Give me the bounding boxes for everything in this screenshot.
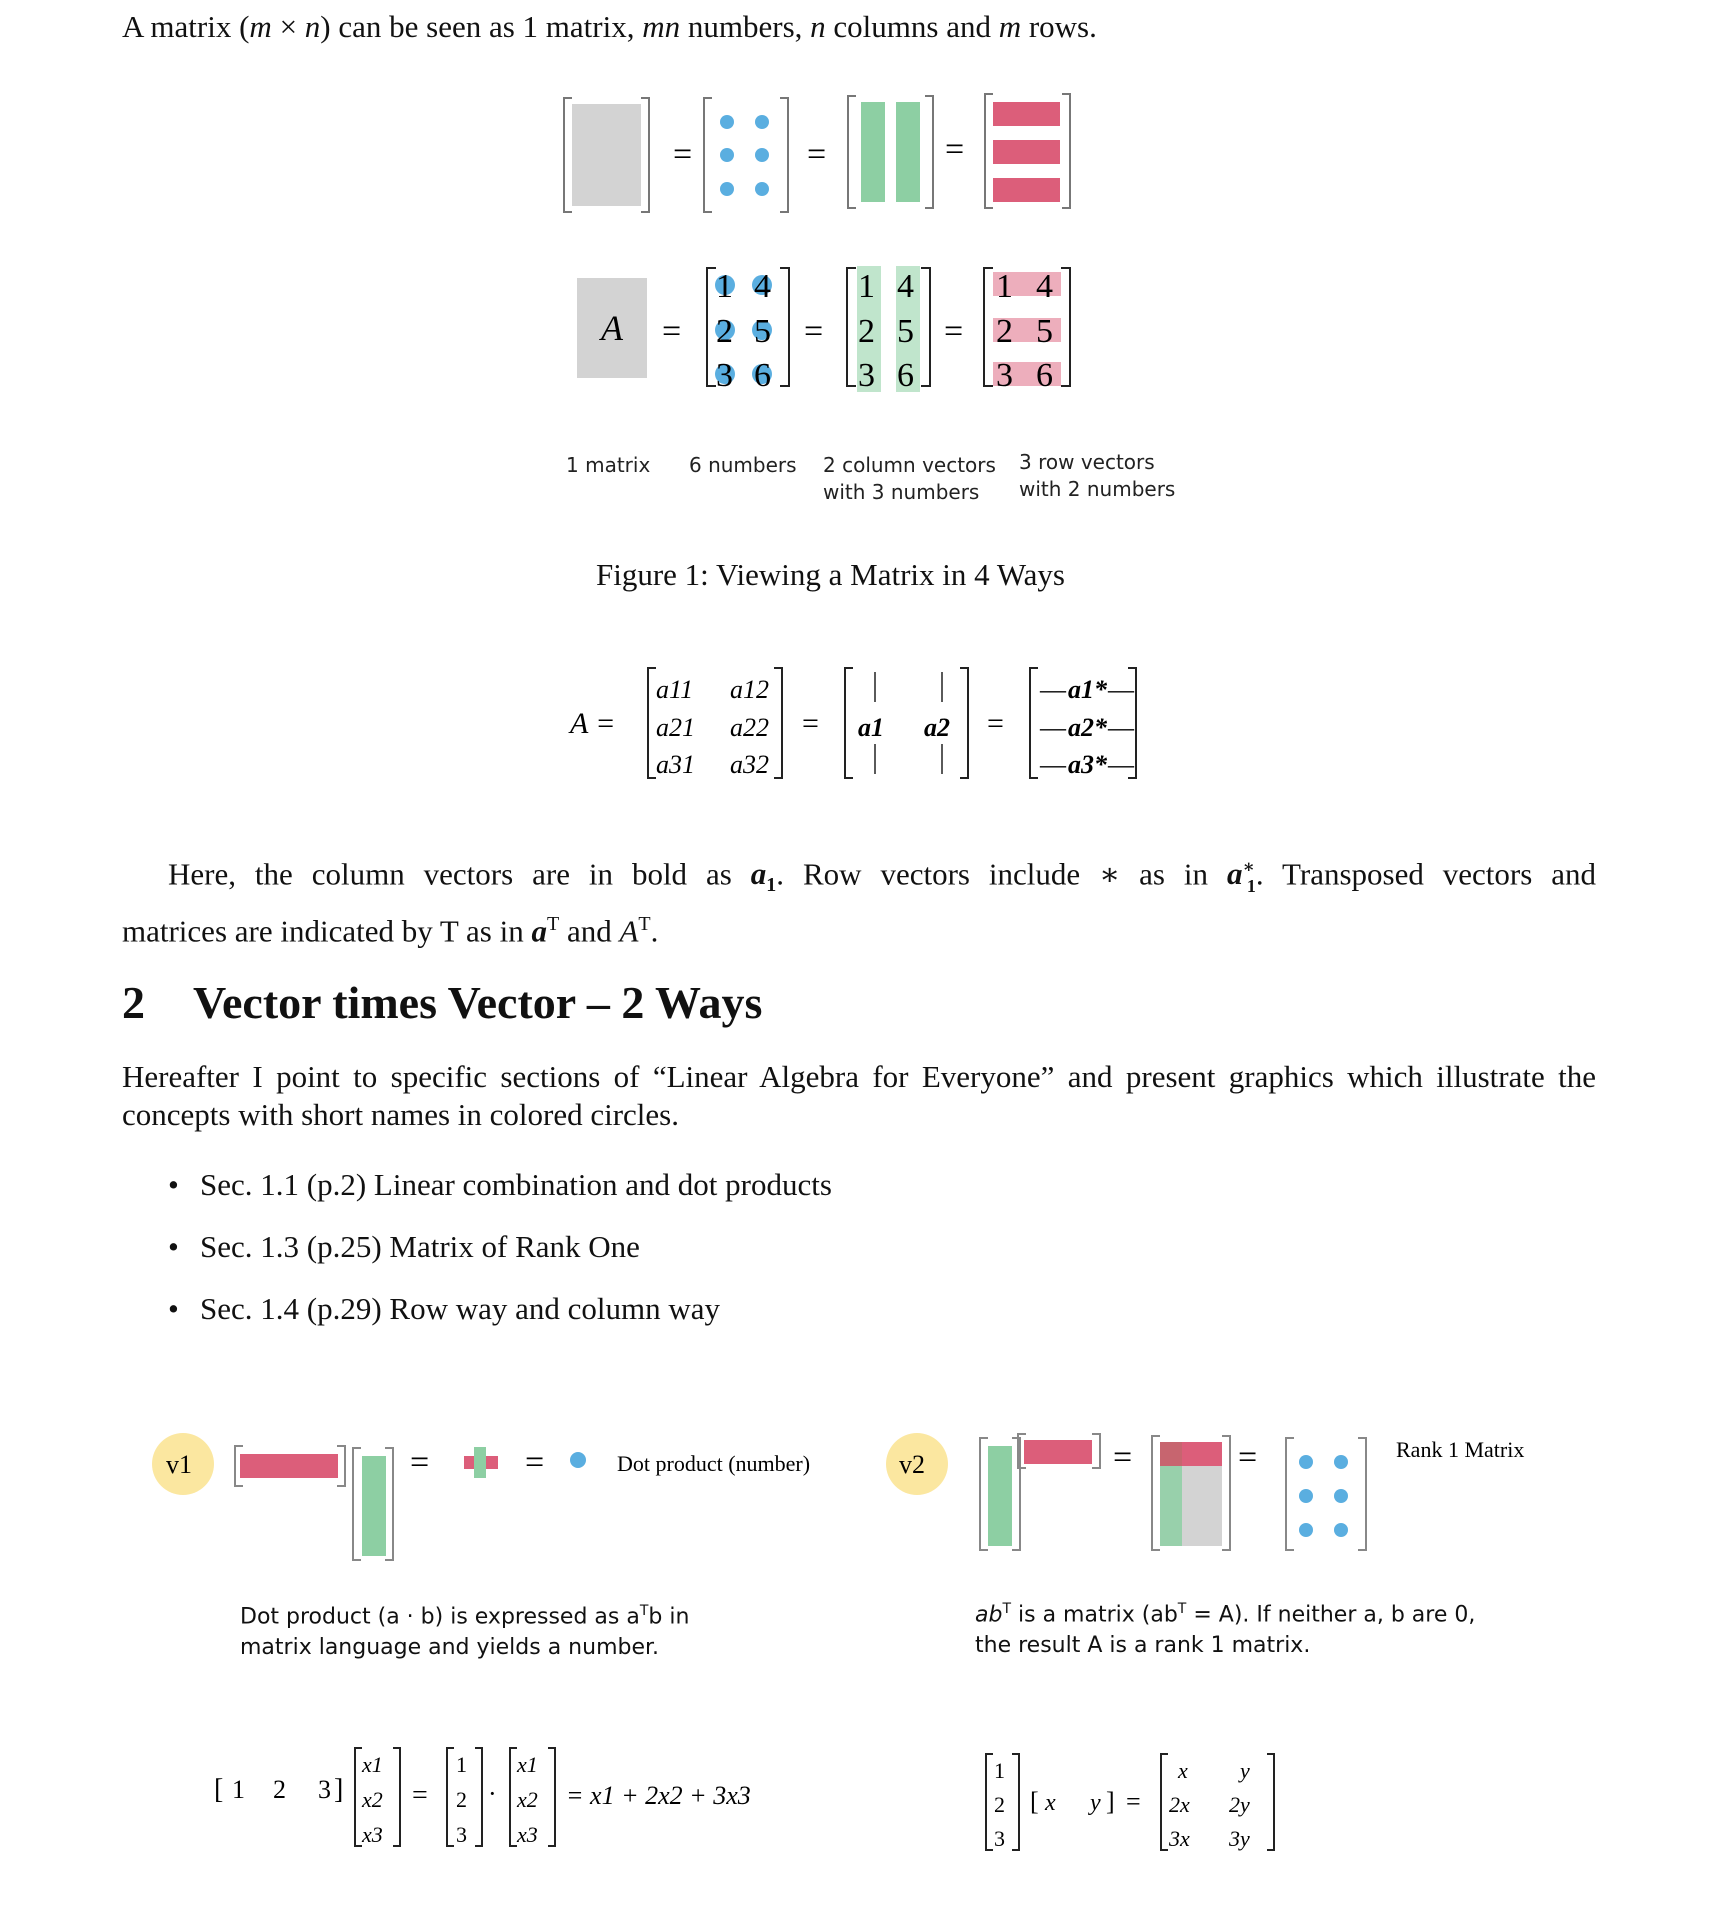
list-item: • Sec. 1.3 (p.25) Matrix of Rank One [168,1228,832,1290]
v2-rank-one-dots [1286,1438,1366,1550]
svg-text:—: — [1040,750,1066,779]
svg-text:a1*: a1* [1068,675,1107,704]
svg-text:x: x [1045,1790,1056,1816]
matrix-equation [0,640,1717,800]
svg-text:x1: x1 [362,1752,383,1777]
svg-text:1: 1 [858,268,875,305]
caption-column-vectors: 2 column vectors with 3 numbers [823,453,996,504]
svg-text:2: 2 [858,313,875,350]
v1-row-vector [235,1446,345,1486]
svg-text:x: x [1178,1758,1188,1783]
notation-paragraph: Here, the column vectors are in bold as $a_1$. Row vectors include ∗ as in $a^∗_1$. Transposed vectors and matrices are indicated by T as in $a^T$ and $A^T$. [122,856,1597,948]
v2-column-vector [980,1438,1020,1550]
svg-text:a32: a32 [730,750,769,779]
intro-sentence: A matrix (m × n) can be seen as 1 matrix, mn numbers, n columns and m rows. [122,9,1097,44]
equals-sign: = [945,131,965,168]
svg-text:A =: A = [570,707,616,740]
svg-text:= x1 + 2x2 + 3x3: = x1 + 2x2 + 3x3 [566,1781,751,1810]
svg-text:3: 3 [716,357,733,394]
svg-text:5: 5 [1036,313,1053,350]
svg-text:6: 6 [1036,357,1053,394]
svg-text:[: [ [214,1774,224,1805]
list-item: • Sec. 1.1 (p.2) Linear combination and dot products [168,1166,832,1228]
matrix-numbers-columns [847,266,930,394]
svg-text:v2: v2 [899,1450,925,1479]
svg-text:=: = [1126,1787,1141,1816]
svg-text:a3*: a3* [1068,750,1107,779]
section-heading: 2 Vector times Vector – 2 Ways [122,977,763,1028]
equals-sign: = [804,313,824,350]
svg-text:5: 5 [897,313,914,350]
svg-text:a11: a11 [656,675,694,704]
svg-text:y: y [1090,1790,1101,1816]
symbol-a: A [601,308,623,348]
svg-text:2: 2 [716,313,733,350]
svg-text:=: = [410,1444,430,1481]
equals-sign: = [944,313,964,350]
v2-note: $ab^T$ is a matrix $(ab^T = A)$. If neither a, b are 0, the result A is a rank 1 matrix. [975,1601,1476,1659]
equals-sign: = [673,136,693,173]
shape-one-matrix [564,98,649,212]
svg-text:]: ] [1106,1787,1115,1816]
svg-text:x3: x3 [362,1822,383,1847]
svg-text:y: y [1240,1758,1250,1783]
svg-text:1: 1 [994,1758,1005,1783]
bottom-equations [0,1720,1717,1870]
equals-sign: = [662,313,682,350]
figure-1-caption: Figure 1: Viewing a Matrix in 4 Ways [596,557,1065,592]
v1-cross [464,1447,498,1478]
svg-text:5: 5 [754,313,771,350]
svg-text:a1: a1 [858,713,884,742]
svg-text:=: = [1238,1439,1258,1476]
svg-text:a2: a2 [924,713,950,742]
v2-outer-product [1152,1436,1230,1550]
v1-badge [152,1433,214,1495]
shape-column-vectors [848,96,933,208]
v2-label: Rank 1 Matrix [1396,1437,1525,1462]
svg-text:x2: x2 [362,1787,383,1812]
v1-equation [214,1748,751,1847]
svg-text:[: [ [1030,1787,1039,1816]
v1-column-vector [353,1448,393,1560]
svg-text:=: = [412,1780,428,1811]
svg-text:3: 3 [456,1822,467,1847]
bullet-list [168,1166,832,1352]
shape-six-numbers [704,98,788,212]
matrix-numbers-rows [984,268,1070,394]
v1-label: Dot product (number) [617,1451,811,1476]
svg-text:2x: 2x [1169,1792,1190,1817]
svg-text:3: 3 [318,1775,331,1804]
v2-badge [886,1433,948,1495]
svg-text:2: 2 [996,313,1013,350]
svg-text:—: — [1108,750,1134,779]
svg-text:2: 2 [273,1775,286,1804]
list-item: • Sec. 1.4 (p.29) Row way and column way [168,1290,832,1352]
shape-row-vectors [985,94,1070,208]
svg-text:1: 1 [716,268,733,305]
svg-text:a21: a21 [656,713,695,742]
svg-text:3: 3 [996,357,1013,394]
svg-text:2y: 2y [1229,1792,1250,1817]
svg-text:2: 2 [456,1787,467,1812]
svg-text:·: · [488,1779,497,1808]
svg-text:2: 2 [994,1792,1005,1817]
v2-row-vector [1018,1434,1100,1468]
v2-equation [986,1754,1274,1851]
svg-text:3: 3 [858,357,875,394]
svg-text:=: = [802,707,819,740]
caption-one-matrix: 1 matrix [566,453,651,477]
svg-text:6: 6 [754,357,771,394]
svg-text:4: 4 [754,268,771,305]
caption-row-vectors: 3 row vectors with 2 numbers [1019,450,1176,501]
svg-text:—: — [1040,713,1066,742]
svg-text:a2*: a2* [1068,713,1107,742]
svg-text:4: 4 [1036,268,1053,305]
svg-text:x2: x2 [517,1787,538,1812]
v1-note: Dot product (a · b) is expressed as $a^Tb$ in matrix language and yields a number. [240,1603,690,1661]
svg-text:4: 4 [897,268,914,305]
svg-text:a31: a31 [656,750,695,779]
svg-text:]: ] [334,1774,344,1805]
svg-text:x1: x1 [517,1752,538,1777]
svg-text:3: 3 [994,1826,1005,1851]
svg-text:6: 6 [897,357,914,394]
svg-text:—: — [1040,675,1066,704]
equals-sign: = [807,136,827,173]
svg-text:a22: a22 [730,713,769,742]
svg-text:1: 1 [232,1775,245,1804]
svg-text:1: 1 [996,268,1013,305]
svg-text:a12: a12 [730,675,769,704]
svg-text:v1: v1 [166,1450,192,1479]
vector-graphics [0,1400,1717,1570]
svg-text:=: = [987,707,1004,740]
svg-text:—: — [1108,713,1134,742]
svg-text:3x: 3x [1169,1826,1190,1851]
svg-text:1: 1 [456,1752,467,1777]
svg-text:=: = [525,1444,545,1481]
v1-number-dot [570,1452,586,1468]
svg-text:x3: x3 [517,1822,538,1847]
svg-text:—: — [1108,675,1134,704]
matrix-numbers-dots [707,268,789,394]
svg-text:3y: 3y [1229,1826,1250,1851]
caption-six-numbers: 6 numbers [689,453,797,477]
section-paragraph: Hereafter I point to specific sections of “Linear Algebra for Everyone” and present graphics which illustrate the concepts with short names in colored circles. [122,1059,1596,1132]
svg-text:=: = [1113,1439,1133,1476]
